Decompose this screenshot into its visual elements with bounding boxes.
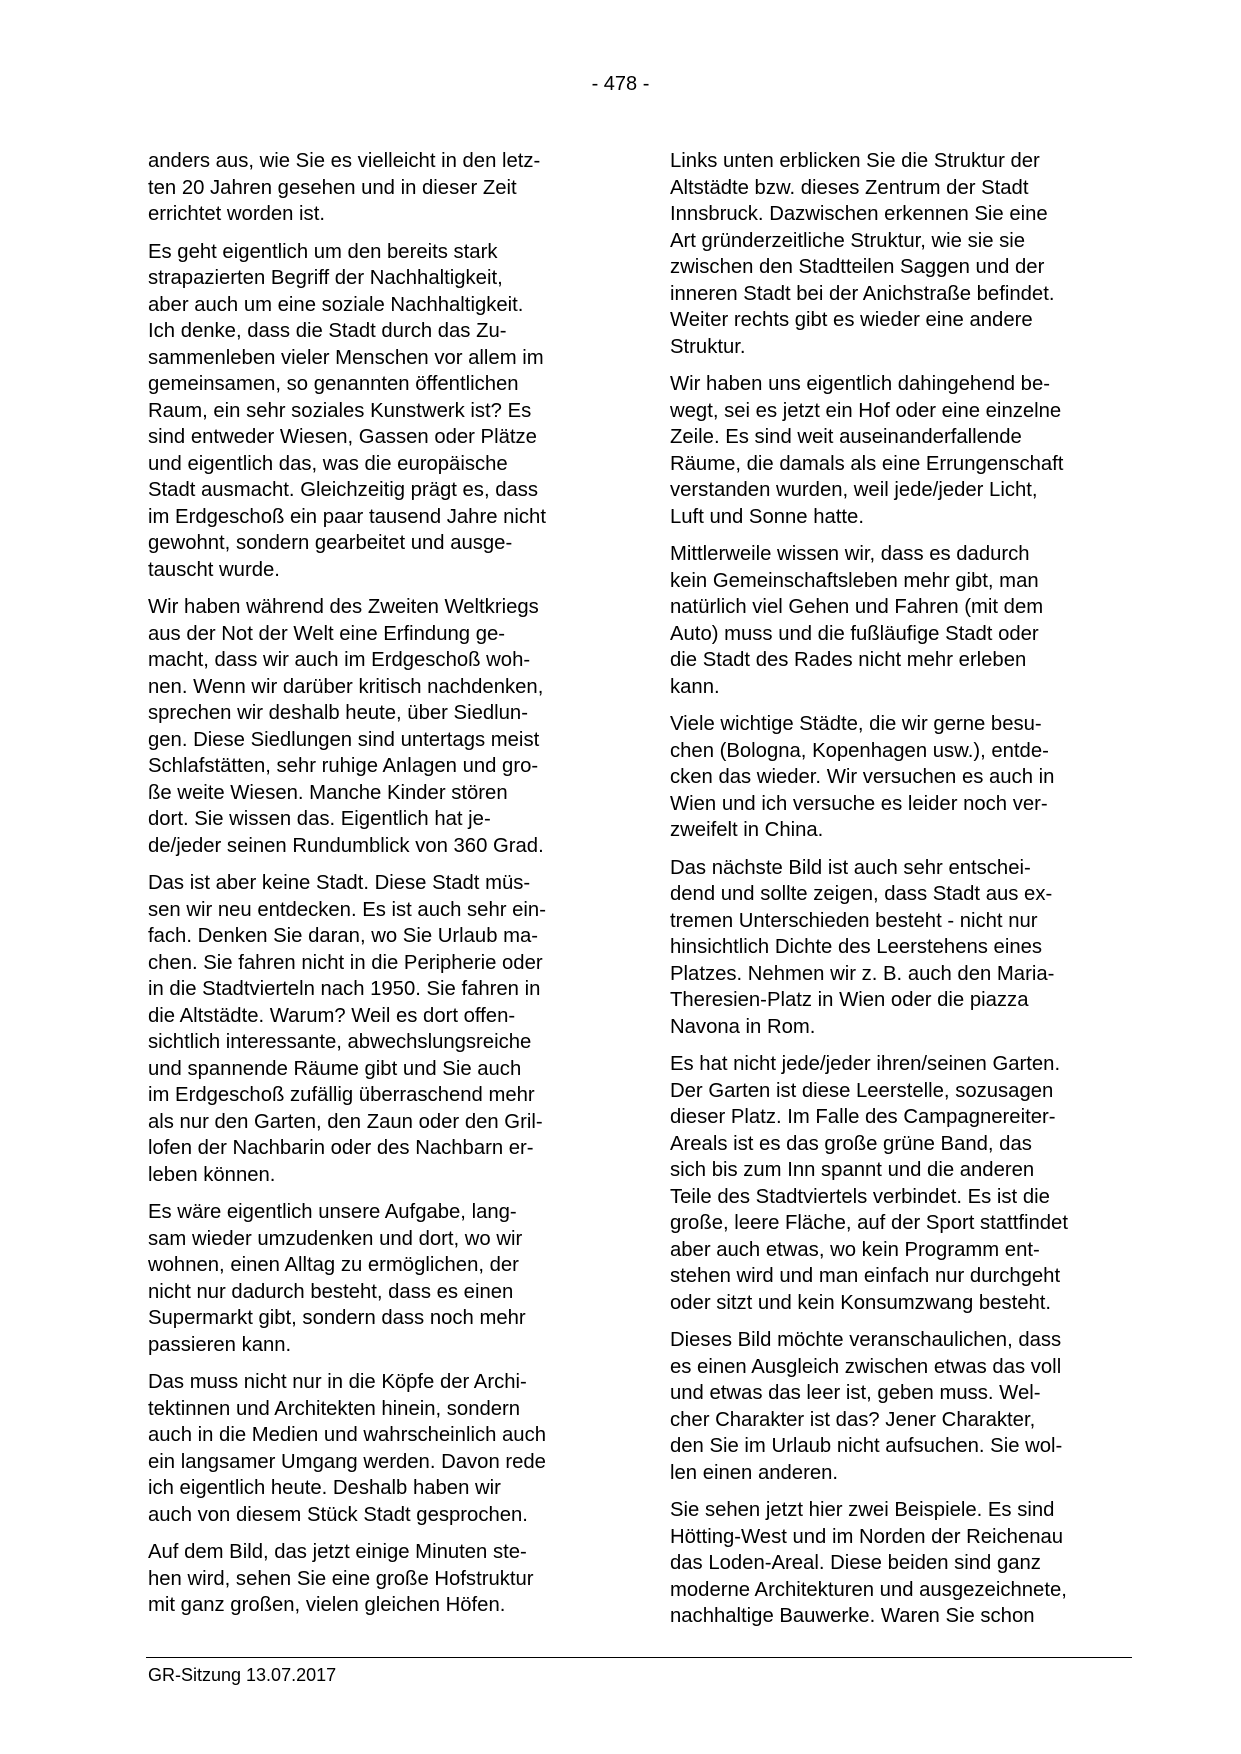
paragraph: Es wäre eigentlich unsere Aufgabe, lang- sam wieder umzudenken und dort, wo wir wohnen, einen Alltag zu ermöglichen, der nicht nur dadurch besteht, dass es einen Supermarkt gibt, sondern dass noch mehr passieren kann.: [148, 1201, 526, 1356]
paragraph: Es hat nicht jede/jeder ihren/seinen Garten. Der Garten ist diese Leerstelle, sozusagen dieser Platz. Im Falle des Campagnereiter- Areals ist es das große grüne Band, das sich bis zum Inn spannt und die anderen Teile des Stadtviertels verbindet. Es ist die große, leere Fläche, auf der Sport stattfindet aber auch etwas, wo kein Programm ent- stehen wird und man einfach nur durchgeht oder sitzt und kein Konsumzwang besteht.: [670, 1053, 1068, 1314]
paragraph: Viele wichtige Städte, die wir gerne besu- chen (Bologna, Kopenhagen usw.), entde- cken das wieder. Wir versuchen es auch in Wien und ich versuche es leider noch ver- zweifelt in China.: [670, 713, 1055, 841]
paragraph: Dieses Bild möchte veranschaulichen, dass es einen Ausgleich zwischen etwas das voll und etwas das leer ist, geben muss. Wel- cher Charakter ist das? Jener Charakter, den Sie im Urlaub nicht aufsuchen. Sie wol- len einen anderen.: [670, 1329, 1063, 1484]
paragraph: Das ist aber keine Stadt. Diese Stadt müs- sen wir neu entdecken. Es ist auch sehr ein- fach. Denken Sie daran, wo Sie Urlaub ma- chen. Sie fahren nicht in die Peripherie oder in die Stadtvierteln nach 1950. Sie fahren in die Altstädte. Warum? Weil es dort offen- sichtlich interessante, abwechslungsreiche und spannende Räume gibt und Sie auch im Erdgeschoß zufällig überraschend mehr als nur den Garten, den Zaun oder den Gril- lofen der Nachbarin oder des Nachbarn er- leben können.: [148, 872, 546, 1186]
footer-session-label: GR-Sitzung 13.07.2017: [148, 1665, 337, 1685]
left-column: [148, 148, 610, 1630]
paragraph: Links unten erblicken Sie die Struktur der Altstädte bzw. dieses Zentrum der Stadt Innsbruck. Dazwischen erkennen Sie eine Art gründerzeitliche Struktur, wie sie sie zwischen den Stadtteilen Saggen und der inneren Stadt bei der Anichstraße befindet. Weiter rechts gibt es wieder eine andere Struktur.: [670, 150, 1055, 358]
paragraph: Mittlerweile wissen wir, dass es dadurch kein Gemeinschaftsleben mehr gibt, man natürlich viel Gehen und Fahren (mit dem Auto) muss und die fußläufige Stadt oder die Stadt des Rades nicht mehr erleben kann.: [670, 543, 1044, 698]
paragraph: Das nächste Bild ist auch sehr entschei- dend und sollte zeigen, dass Stadt aus ex- tremen Unterschieden besteht - nicht nur hinsichtlich Dichte des Leerstehens eines Platzes. Nehmen wir z. B. auch den Maria- Theresien-Platz in Wien oder die piazza Navona in Rom.: [670, 856, 1055, 1038]
paragraph: Das muss nicht nur in die Köpfe der Archi- tektinnen und Architekten hinein, sondern auch in die Medien und wahrscheinlich auch ein langsamer Umgang werden. Davon rede ich eigentlich heute. Deshalb haben wir auch von diesem Stück Stadt gesprochen.: [148, 1371, 546, 1526]
right-column: [670, 148, 1130, 1641]
paragraph: anders aus, wie Sie es vielleicht in den letz- ten 20 Jahren gesehen und in dieser Zeit errichtet worden ist.: [148, 150, 541, 225]
page-number: - 478 -: [591, 73, 650, 95]
paragraph: Es geht eigentlich um den bereits stark strapazierten Begriff der Nachhaltigkeit, aber auch um eine soziale Nachhaltigkeit. Ich denke, dass die Stadt durch das Zu- sammenleben vieler Menschen vor allem im gemeinsamen, so genannten öffentlichen Raum, ein sehr soziales Kunstwerk ist? Es sind entweder Wiesen, Gassen oder Plätze und eigentlich das, was die europäische Stadt ausmacht. Gleichzeitig prägt es, dass im Erdgeschoß ein paar tausend Jahre nicht gewohnt, sondern gearbeitet und ausge- tauscht wurde.: [148, 240, 546, 581]
paragraph: Auf dem Bild, das jetzt einige Minuten ste- hen wird, sehen Sie eine große Hofstruktur mit ganz großen, vielen gleichen Höfen.: [148, 1541, 534, 1616]
paragraph: Wir haben uns eigentlich dahingehend be- wegt, sei es jetzt ein Hof oder eine einzelne Zeile. Es sind weit auseinanderfallende Räume, die damals als eine Errungenschaft verstanden wurden, weil jede/jeder Licht, Luft und Sonne hatte.: [670, 373, 1064, 528]
footer-divider: [146, 1657, 1132, 1658]
paragraph: Sie sehen jetzt hier zwei Beispiele. Es sind Hötting-West und im Norden der Reichenau das Loden-Areal. Diese beiden sind ganz moderne Architekturen und ausgezeichnete, nachhaltige Bauwerke. Waren Sie schon: [670, 1499, 1067, 1627]
paragraph: Wir haben während des Zweiten Weltkriegs aus der Not der Welt eine Erfindung ge- macht, dass wir auch im Erdgeschoß woh- nen. Wenn wir darüber kritisch nachdenken, sprechen wir deshalb heute, über Siedlun- gen. Diese Siedlungen sind untertags meist Schlafstätten, sehr ruhige Anlagen und gro- ße weite Wiesen. Manche Kinder stören dort. Sie wissen das. Eigentlich hat je- de/jeder seinen Rundumblick von 360 Grad.: [148, 596, 544, 857]
